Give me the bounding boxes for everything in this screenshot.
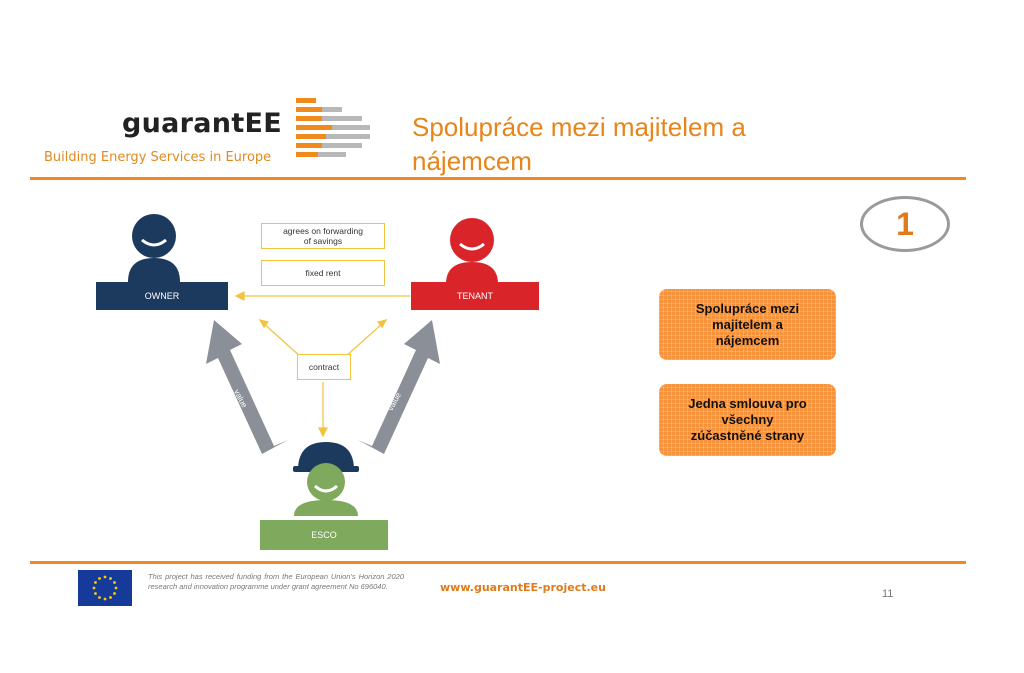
- callout-one-contract: [659, 384, 836, 456]
- slide-number-badge: 1: [860, 196, 950, 252]
- note-fixed-rent: fixed rent: [261, 260, 385, 286]
- value-arrow-left: [206, 320, 288, 454]
- slide-title: [412, 110, 852, 178]
- tenant-label: TENANT: [411, 282, 539, 310]
- esco-person-icon: [293, 442, 359, 516]
- value-arrow-right: [358, 320, 440, 454]
- callout-cooperation: [659, 289, 836, 360]
- note-savings-line1: agrees on forwarding: [283, 226, 363, 236]
- value-label-right: value: [386, 391, 403, 413]
- callout-one-contract-line1: Jedna smlouva pro: [688, 396, 807, 411]
- callout-one-contract-line2: všechny: [721, 412, 774, 427]
- owner-label: OWNER: [96, 282, 228, 310]
- contract-box: contract: [297, 354, 351, 380]
- tenant-person-icon: [446, 218, 498, 284]
- logo-wordmark: guarantEE: [122, 108, 283, 139]
- slide-title-line1: Spolupráce mezi majitelem a: [412, 112, 746, 142]
- note-savings-line2: of savings: [303, 236, 343, 246]
- callout-cooperation-line2: majitelem a: [712, 316, 783, 332]
- callout-cooperation-line3: nájemcem: [715, 332, 780, 348]
- funding-statement: This project has received funding from the European Union's Horizon 2020 research and innovation programme under grant agreement No 696040.: [148, 572, 404, 591]
- eu-flag-icon: [78, 570, 132, 606]
- page-number: 11: [882, 588, 894, 600]
- footer-divider: [30, 561, 966, 564]
- value-label-left: value: [232, 388, 249, 410]
- callout-one-contract-line3: zúčastněné strany: [690, 428, 805, 443]
- project-url-link[interactable]: www.guarantEE-project.eu: [440, 581, 606, 594]
- owner-person-icon: [128, 214, 180, 282]
- note-savings: [261, 223, 385, 249]
- slide-title-line2: nájemcem: [412, 146, 532, 176]
- callout-cooperation-line1: Spolupráce mezi: [695, 300, 800, 316]
- logo-stripes-icon: [292, 96, 376, 164]
- header-divider: [30, 177, 966, 180]
- esco-label: ESCO: [260, 520, 388, 550]
- logo-tagline: Building Energy Services in Europe: [44, 150, 272, 165]
